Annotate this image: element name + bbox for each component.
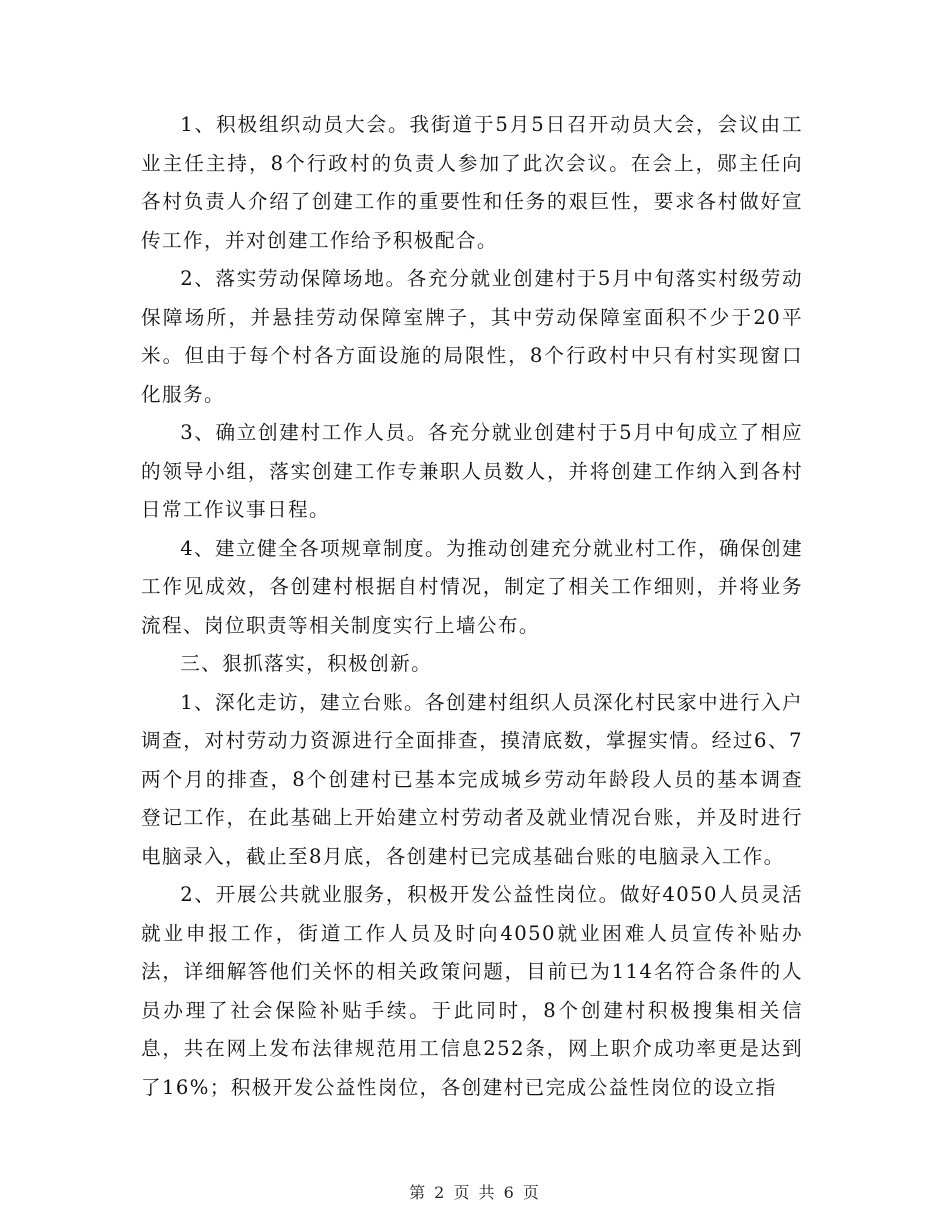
paragraph-staff-establishment: 3、确立创建村工作人员。各充分就业创建村于5月中旬成立了相应的领导小组，落实创建工作专兼职人员数人，并将创建工作纳入到各村日常工作议事日程。: [141, 421, 803, 521]
body-text: [141, 106, 803, 1107]
paragraph-ledger-visits: 1、深化走访，建立台账。各创建村组织人员深化村民家中进行入户调查，对村劳动力资源进行全面排查，摸清底数，掌握实情。经过6、7两个月的排查，8个创建村已基本完成城乡劳动年龄段人员的基本调查登记工作，在此基础上开始建立村劳动者及就业情况台账，并及时进行电脑录入，截止至8月底，各创建村已完成基础台账的电脑录入工作。: [141, 690, 803, 868]
page-footer: 第 2 页 共 6 页: [409, 1183, 541, 1202]
paragraph-labor-security-site: 2、落实劳动保障场地。各充分就业创建村于5月中旬落实村级劳动保障场所，并悬挂劳动保障室牌子，其中劳动保障室面积不少于20平米。但由于每个村各方面设施的局限性，8个行政村中只有村实现窗口化服务。: [141, 267, 803, 406]
paragraph-public-employment-service: 2、开展公共就业服务，积极开发公益性岗位。做好4050人员灵活就业申报工作，街道工作人员及时向4050就业困难人员宣传补贴办法，详细解答他们关怀的相关政策问题，目前已为114名符合条件的人员办理了社会保险补贴手续。于此同时，8个创建村积极搜集相关信息，共在网上发布法律规范用工信息252条，网上职介成功率更是达到了16%；积极开发公益性岗位，各创建村已完成公益性岗位的设立指: [141, 883, 803, 1099]
section-heading-three: 三、狠抓落实，积极创新。: [180, 652, 433, 675]
paragraph-rules-system: 4、建立健全各项规章制度。为推动创建充分就业村工作，确保创建工作见成效，各创建村根据自村情况，制定了相关工作细则，并将业务流程、岗位职责等相关制度实行上墙公布。: [141, 536, 803, 637]
paragraph-mobilization-meeting: 1、积极组织动员大会。我街道于5月5日召开动员大会，会议由工业主任主持，8个行政村的负责人参加了此次会议。在会上，郧主任向各村负责人介绍了创建工作的重要性和任务的艰巨性，要求各村做好宣传工作，并对创建工作给予积极配合。: [141, 113, 803, 252]
